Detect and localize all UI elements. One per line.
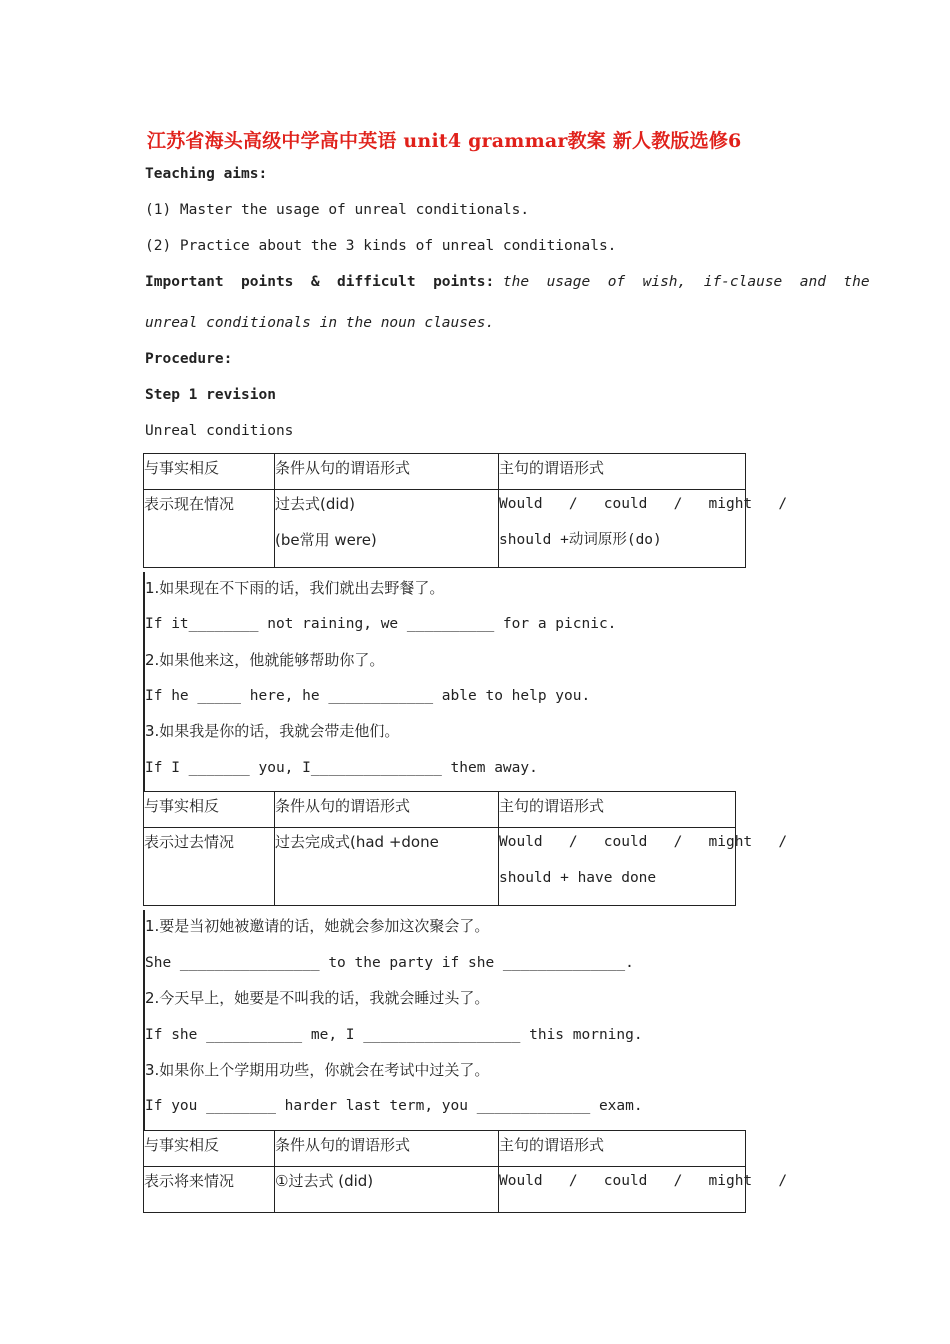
teaching-aims-heading: Teaching aims:: [145, 166, 268, 182]
future-table: [143, 1130, 788, 1213]
aim-2: (2) Practice about the 3 kinds of unreal conditionals.: [145, 238, 617, 254]
header-contrary: 与事实相反: [144, 797, 220, 815]
condition-line-2: (be常用 were): [275, 531, 377, 549]
exercise-en: If I _______ you, I_______________ them away.: [145, 760, 538, 776]
step-1-heading: Step 1 revision: [145, 387, 276, 403]
exercise-en: If it________ not raining, we __________ for a picnic.: [145, 616, 617, 632]
header-condition-form: 条件从句的谓语形式: [275, 1136, 411, 1154]
main-line-2: should + have done: [499, 870, 657, 886]
header-contrary: 与事实相反: [144, 459, 220, 477]
exercise-cn: 1.如果现在不下雨的话，我们就出去野餐了。: [145, 579, 445, 597]
important-points-label: Important points & difficult points:: [145, 274, 495, 290]
procedure-heading: Procedure:: [145, 351, 233, 367]
present-table: [143, 453, 788, 568]
condition-form-present: [275, 490, 498, 550]
main-form-past: [499, 828, 788, 888]
main-form-future: Would / could / might /: [499, 1173, 788, 1189]
header-main-form: 主句的谓语形式: [499, 797, 605, 815]
main-line-2: should +动词原形(do): [499, 532, 662, 548]
row-label-past: 表示过去情况: [144, 833, 235, 851]
important-points: [145, 272, 870, 292]
exercise-en: If she ___________ me, I __________________ this morning.: [145, 1027, 643, 1043]
row-label-present: 表示现在情况: [144, 495, 235, 513]
condition-form-past: 过去完成式(had +done: [275, 833, 439, 851]
exercise-cn: 2.今天早上，她要是不叫我的话，我就会睡过头了。: [145, 989, 490, 1007]
important-points-text-2: unreal conditionals in the noun clauses.: [145, 315, 495, 331]
exercise-cn: 3.如果你上个学期用功些，你就会在考试中过关了。: [145, 1061, 490, 1079]
exercise-cn: 1.要是当初她被邀请的话，她就会参加这次聚会了。: [145, 917, 490, 935]
header-main-form: 主句的谓语形式: [499, 459, 605, 477]
header-condition-form: 条件从句的谓语形式: [275, 459, 411, 477]
exercise-en: She ________________ to the party if she ______________.: [145, 955, 634, 971]
document-title: 江苏省海头高级中学高中英语 unit4 grammar教案 新人教版选修6: [147, 130, 742, 152]
important-points-text-1: the usage of wish, if-clause and the: [494, 274, 870, 290]
main-line-1: Would / could / might /: [499, 496, 788, 512]
row-label-future: 表示将来情况: [144, 1172, 235, 1190]
unreal-conditions-label: Unreal conditions: [145, 423, 294, 439]
exercise-cn: 3.如果我是你的话，我就会带走他们。: [145, 722, 400, 740]
exercise-cn: 2.如果他来这，他就能够帮助你了。: [145, 651, 385, 669]
condition-form-future: ①过去式 (did): [275, 1172, 374, 1190]
header-condition-form: 条件从句的谓语形式: [275, 797, 411, 815]
condition-line-1: 过去式(did): [275, 495, 355, 513]
aim-1: (1) Master the usage of unreal conditionals.: [145, 202, 530, 218]
exercise-en: If he _____ here, he ____________ able to help you.: [145, 688, 591, 704]
header-main-form: 主句的谓语形式: [499, 1136, 605, 1154]
exercise-en: If you ________ harder last term, you _____________ exam.: [145, 1098, 643, 1114]
past-table: [143, 791, 788, 906]
main-form-present: [499, 490, 788, 550]
main-line-1: Would / could / might /: [499, 834, 788, 850]
header-contrary: 与事实相反: [144, 1136, 220, 1154]
